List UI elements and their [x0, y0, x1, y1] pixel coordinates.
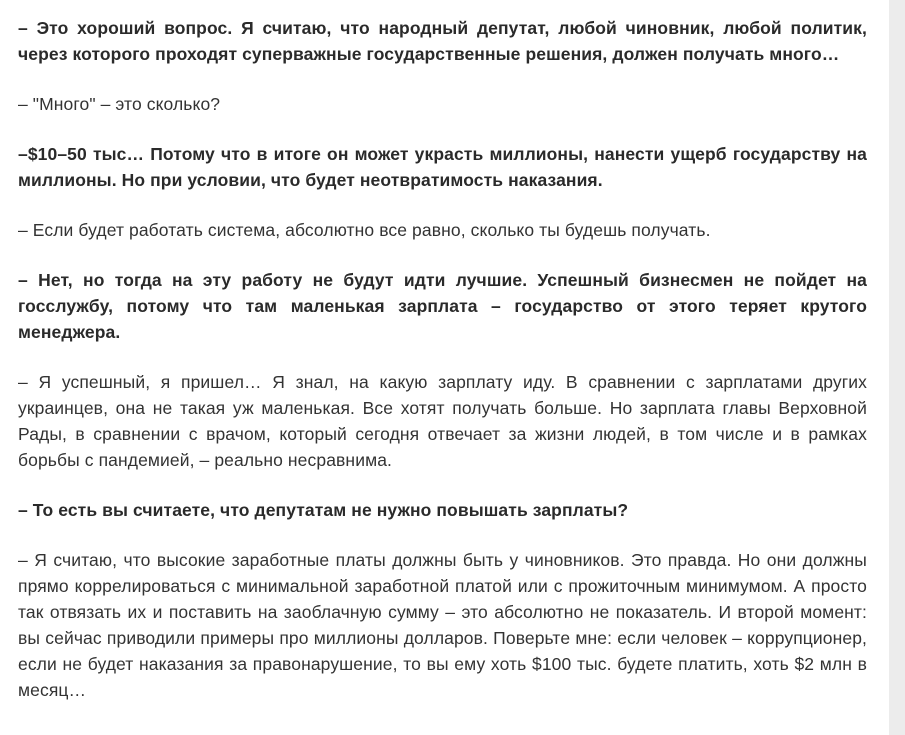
interview-question: – То есть вы считаете, что депутатам не нужно повышать зарплаты?: [18, 500, 629, 520]
interview-question: –$10–50 тыс… Потому что в итоге он может украсть миллионы, нанести ущерб государству на миллионы. Но при условии, что будет неотвратимость наказания.: [18, 144, 867, 190]
interview-answer: – "Много" – это сколько?: [18, 94, 221, 114]
article-body: [18, 15, 867, 727]
interview-answer: – Я считаю, что высокие заработные платы должны быть у чиновников. Это правда. Но они должны прямо коррелироваться с минимальной заработной платой или с прожиточным минимумом. А просто так отвязать их и поставить на заоблачную сумму – это абсолютно не показатель. И второй момент: вы сейчас приводили примеры про миллионы долларов. Поверьте мне: если человек – коррупционер, если не будет наказания за правонарушение, то вы ему хоть $100 тыс. будете платить, хоть $2 млн в месяц…: [18, 550, 867, 700]
interview-answer: – Если будет работать система, абсолютно все равно, сколько ты будешь получать.: [18, 220, 711, 240]
interview-question: – Нет, но тогда на эту работу не будут идти лучшие. Успешный бизнесмен не пойдет на госслужбу, потому что там маленькая зарплата – государство от этого теряет крутого менеджера.: [18, 270, 867, 342]
scrollbar-track[interactable]: [889, 0, 905, 735]
interview-question: – Это хороший вопрос. Я считаю, что народный депутат, любой чиновник, любой политик, через которого проходят суперважные государственные решения, должен получать много…: [18, 18, 867, 64]
interview-answer: – Я успешный, я пришел… Я знал, на какую зарплату иду. В сравнении с зарплатами других украинцев, она не такая уж маленькая. Все хотят получать больше. Но зарплата главы Верховной Рады, в сравнении с врачом, который сегодня отвечает за жизни людей, в том числе и в рамках борьбы с пандемией, – реально несравнима.: [18, 372, 867, 470]
